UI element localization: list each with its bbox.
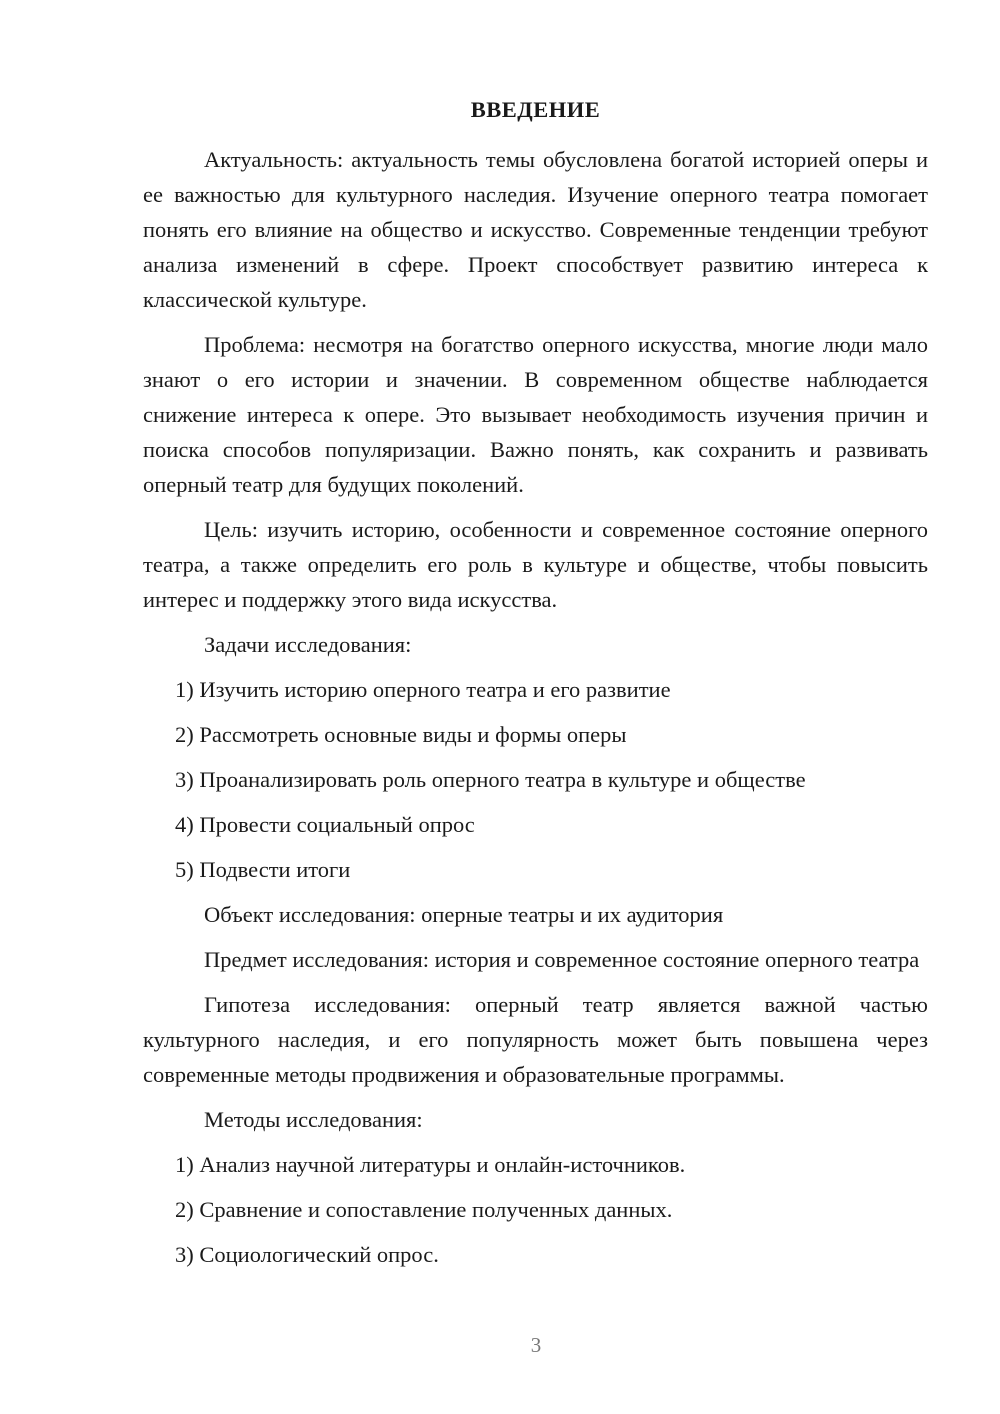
list-item: 4) Провести социальный опрос [175, 812, 475, 837]
methods-list [143, 1147, 928, 1272]
problem-paragraph: Проблема: несмотря на богатство оперного искусства, многие люди мало знают о его истории и значении. В современном обществе наблюдается снижение интереса к опере. Это вызывает необходимость изучения причин и поиска способов популяризации. Важно понять, как сохранить и развивать оперный театр для будущих поколений. [143, 332, 928, 497]
object-paragraph: Объект исследования: оперные театры и их аудитория [204, 902, 724, 927]
page-content [143, 92, 928, 1282]
hypothesis-paragraph: Гипотеза исследования: оперный театр является важной частью культурного наследия, и его популярность может быть повышена через современные методы продвижения и образовательные программы. [143, 992, 928, 1087]
relevance-paragraph: Актуальность: актуальность темы обусловлена богатой историей оперы и ее важностью для культурного наследия. Изучение оперного театра помогает понять его влияние на общество и искусство. Современные тенденции требуют анализа изменений в сфере. Проект способствует развитию интереса к классической культуре. [143, 147, 928, 312]
page-number: 3 [530, 1333, 542, 1357]
goal-paragraph: Цель: изучить историю, особенности и современное состояние оперного театра, а также определить его роль в культуре и обществе, чтобы повысить интерес и поддержку этого вида искусства. [143, 517, 928, 612]
list-item: 5) Подвести итоги [175, 857, 351, 882]
tasks-heading: Задачи исследования: [204, 632, 412, 657]
list-item: 2) Рассмотреть основные виды и формы оперы [175, 722, 627, 747]
list-item: 3) Социологический опрос. [175, 1242, 439, 1267]
list-item: 1) Изучить историю оперного театра и его развитие [175, 677, 671, 702]
methods-heading: Методы исследования: [204, 1107, 423, 1132]
section-title: ВВЕДЕНИЕ [470, 97, 601, 122]
list-item: 1) Анализ научной литературы и онлайн-источников. [175, 1152, 686, 1177]
subject-paragraph: Предмет исследования: история и современное состояние оперного театра [204, 947, 920, 972]
tasks-list [143, 672, 928, 887]
list-item: 3) Проанализировать роль оперного театра в культуре и обществе [175, 767, 806, 792]
list-item: 2) Сравнение и сопоставление полученных данных. [175, 1197, 673, 1222]
